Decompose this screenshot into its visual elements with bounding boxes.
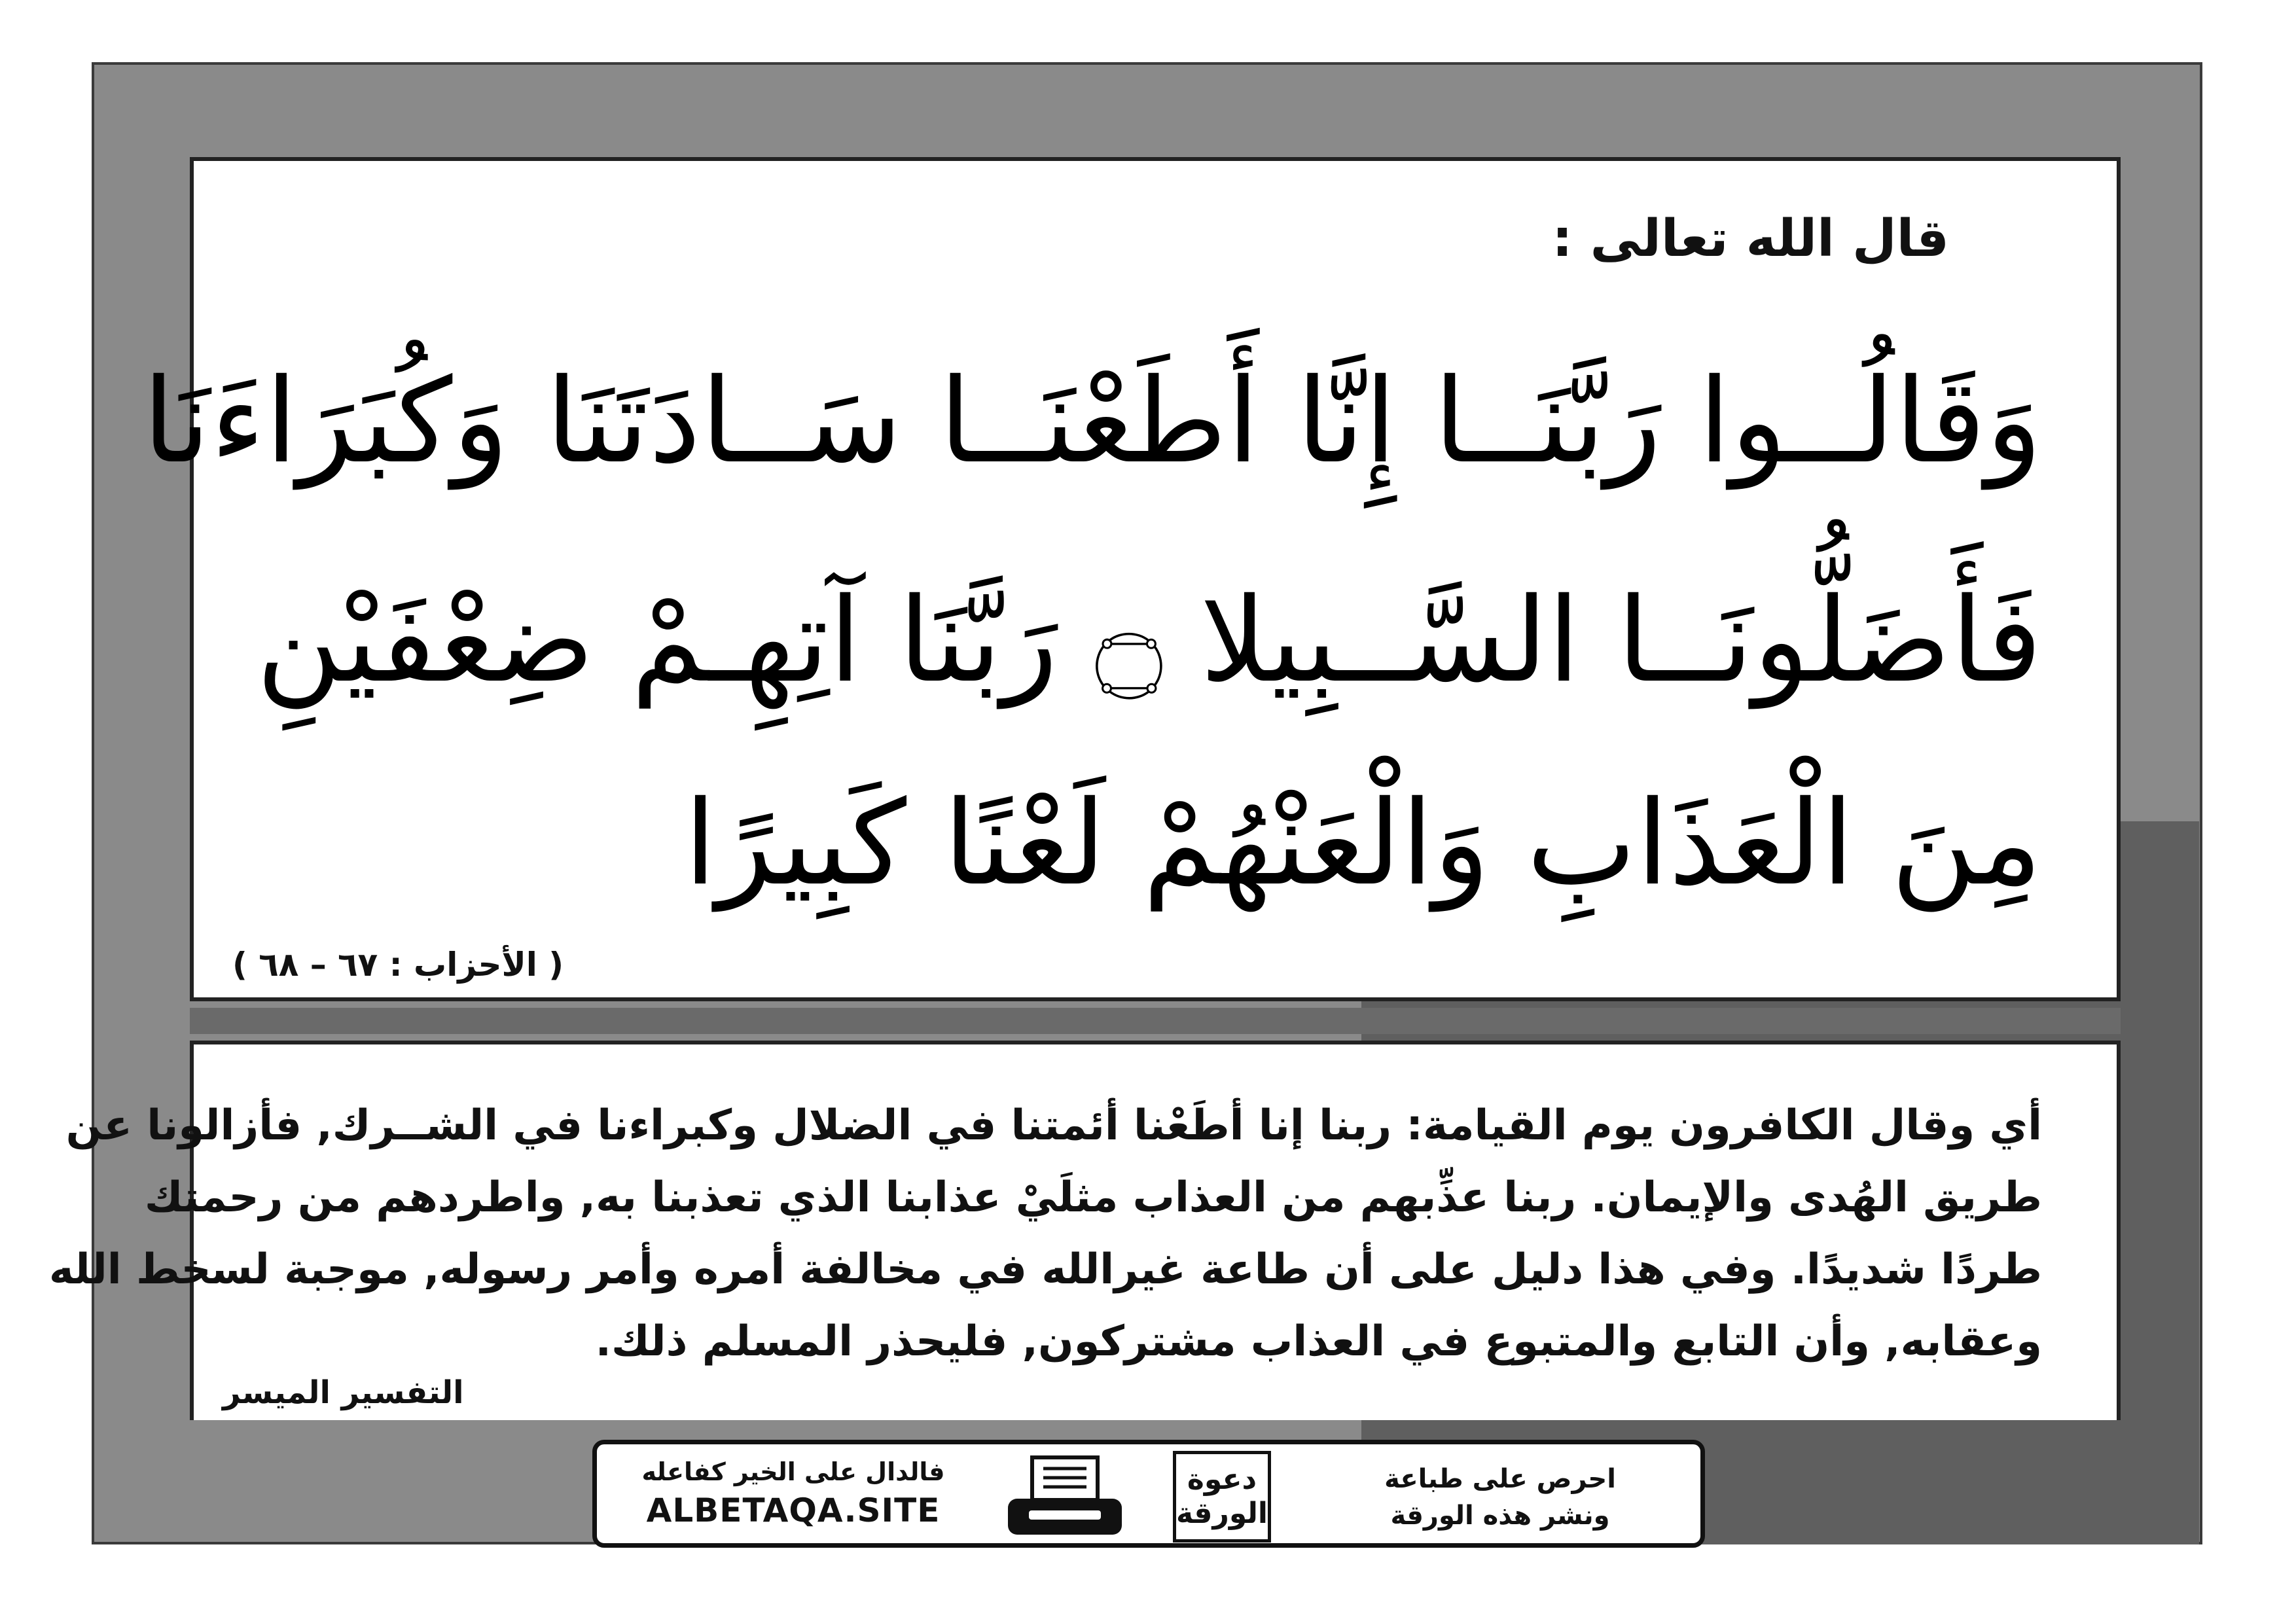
verse-reference: ( الأحزاب : ٦٧ – ٦٨ ) [232, 946, 564, 984]
verse-line-2: فَأَضَلُّونَــا السَّــبِيلا ۝ رَبَّنَا آتِهِـمْ ضِعْفَيْنِ [256, 573, 2042, 708]
heading: قال الله تعالى : [1552, 209, 1949, 268]
tafsir-line-4: وعقابه, وأن التابع والمتبوع في العذاب مشتركون, فليحذر المسلم ذلك. [595, 1317, 2042, 1366]
website-link[interactable]: ALBETAQA.SITE [646, 1491, 941, 1529]
footer-box [592, 1440, 1705, 1548]
tafsir-line-1: أي وقال الكافرون يوم القيامة: ربنا إنا أطَعْنا أئمتنا في الضلال وكبراءنا في الشــرك, فأزالونا عن [65, 1101, 2042, 1150]
print-notice-line-1: احرص على طباعة [1384, 1464, 1616, 1494]
footer-print-notice [1317, 1461, 1683, 1534]
tafsir-text [48, 1090, 2042, 1378]
footer-website-block [623, 1457, 963, 1529]
print-notice-line-2: ونشر هذه الورقة [1390, 1501, 1610, 1531]
verse-line-1: وَقَالُــوا رَبَّنَــا إِنَّا أَطَعْنَــا سَــادَتَنَا وَكُبَرَاءَنَا [142, 353, 2042, 489]
tafsir-source: التفسير الميسر [223, 1374, 464, 1411]
logo-text-top: دعوة [1187, 1463, 1257, 1496]
logo-text-bottom: الورقة [1176, 1497, 1268, 1530]
tafsir-line-3: طردًا شديدًا. وفي هذا دليل على أن طاعة غيرالله في مخالفة أمره وأمر رسوله, موجبة لسخط الله [48, 1245, 2042, 1294]
footer-slogan: فالدال على الخير كفاعله [641, 1457, 945, 1486]
verse-line-3: مِنَ الْعَذَابِ وَالْعَنْهُمْ لَعْنًا كَبِيرًا [684, 776, 2042, 911]
frame-divider-bar [190, 1008, 2121, 1034]
tafsir-line-2: طريق الهُدى والإيمان. ربنا عذِّبهم من العذاب مثلَيْ عذابنا الذي تعذبنا به, واطردهم من رحمتك [144, 1173, 2042, 1222]
dawat-alwaraqa-logo [1173, 1451, 1271, 1543]
printer-icon [1003, 1454, 1127, 1539]
